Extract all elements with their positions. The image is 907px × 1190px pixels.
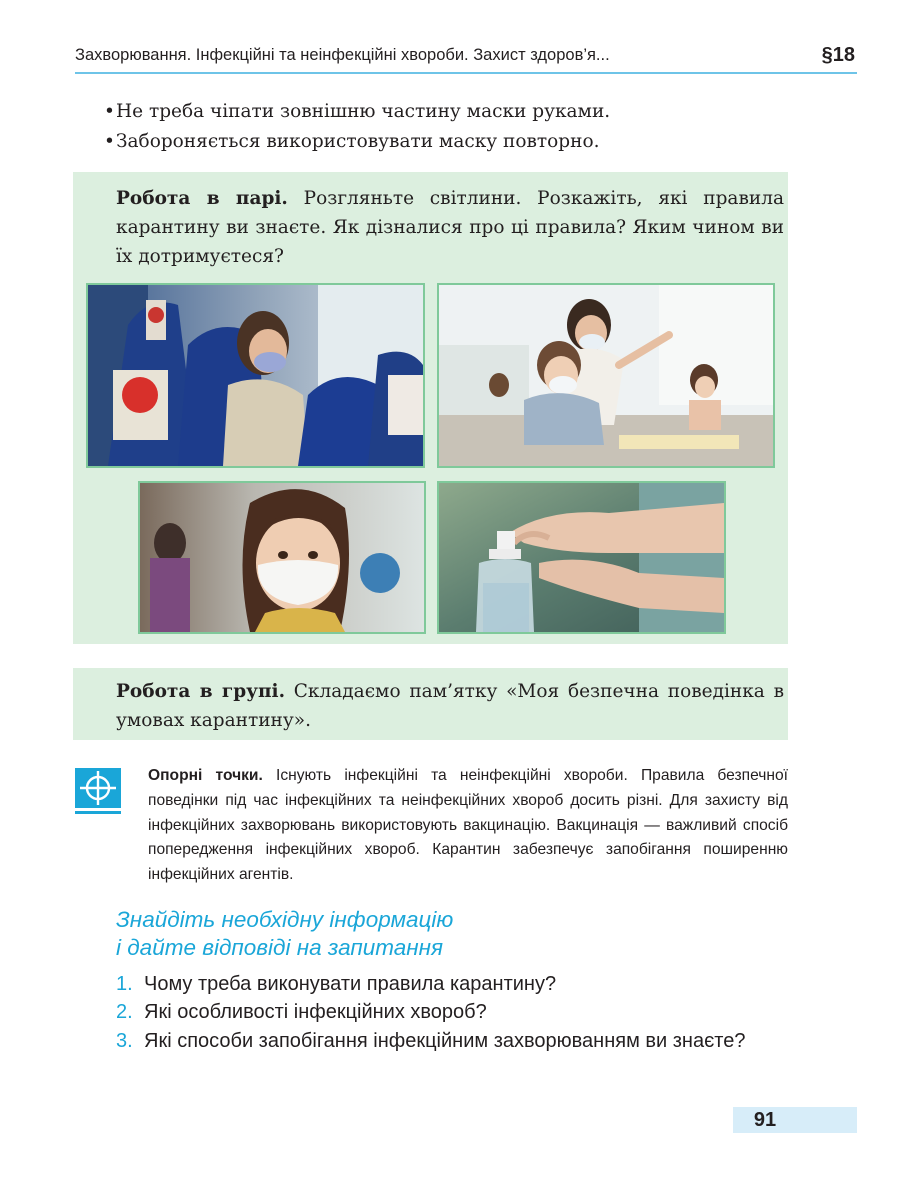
pair-work-text xyxy=(116,184,784,271)
pair-work-body: Розгляньте світлини. Розкажіть, які правила карантину ви знаєте. Як дізналися про ці правила? Яким чином ви їх дотримуєтеся? xyxy=(116,188,784,267)
group-work-label: Робота в групі. xyxy=(116,681,286,702)
hand-sanitizer-photo xyxy=(437,481,726,634)
hand-sanitizer-photo-image xyxy=(439,483,724,632)
question-number: 1. xyxy=(116,973,133,995)
key-points-label: Опорні точки. xyxy=(148,767,263,784)
questions-title-line1: Знайдіть необхідну інформацію xyxy=(116,907,454,932)
page-number: 91 xyxy=(753,1109,777,1131)
key-points-body: Існують інфекційні та неінфекційні хвороби. Правила безпечної поведінки під час інфекційних та неінфекційних хвороб досить різні. Для захисту від інфекційних захворювань використовують вакцинацію. Вакцинація — важливий спосіб попередження інфекційних хвороб. Карантин забезпечує запобігання поширенню інфекційних агентів. xyxy=(148,767,788,884)
questions-title-line2: і дайте відповіді на запитання xyxy=(116,935,444,960)
question-text: Які особливості інфекційних хвороб? xyxy=(144,1001,487,1023)
question-item xyxy=(116,970,788,998)
question-text: Які способи запобігання інфекційним захворюванням ви знаєте? xyxy=(144,1030,746,1052)
bullet-item: • Не треба чіпати зовнішню частину маски руками. xyxy=(116,101,610,122)
running-header: Захворювання. Інфекційні та неінфекційні хвороби. Захист здоров’я... xyxy=(75,46,610,64)
question-item xyxy=(116,998,788,1026)
girl-mask-photo xyxy=(138,481,426,634)
group-work-body: Складаємо пам’ятку «Моя безпечна поведінка в умовах карантину». xyxy=(116,681,784,731)
questions-title xyxy=(116,906,453,962)
question-number: 2. xyxy=(116,1001,133,1023)
bus-passenger-mask-photo-image xyxy=(88,285,423,466)
classroom-mask-photo-image xyxy=(439,285,773,466)
bullet-item: • Забороняється використовувати маску повторно. xyxy=(116,131,600,152)
question-item xyxy=(116,1027,788,1055)
bus-passenger-mask-photo xyxy=(86,283,425,468)
group-work-text xyxy=(116,677,784,735)
girl-mask-photo-image xyxy=(140,483,424,632)
classroom-mask-photo xyxy=(437,283,775,468)
pair-work-label: Робота в парі. xyxy=(116,188,288,209)
header-divider xyxy=(75,72,857,74)
question-number: 3. xyxy=(116,1030,133,1052)
section-number: §18 xyxy=(821,44,855,66)
key-points-text xyxy=(148,764,788,888)
question-text: Чому треба виконувати правила карантину? xyxy=(144,973,557,995)
target-crosshair-icon xyxy=(75,768,121,814)
